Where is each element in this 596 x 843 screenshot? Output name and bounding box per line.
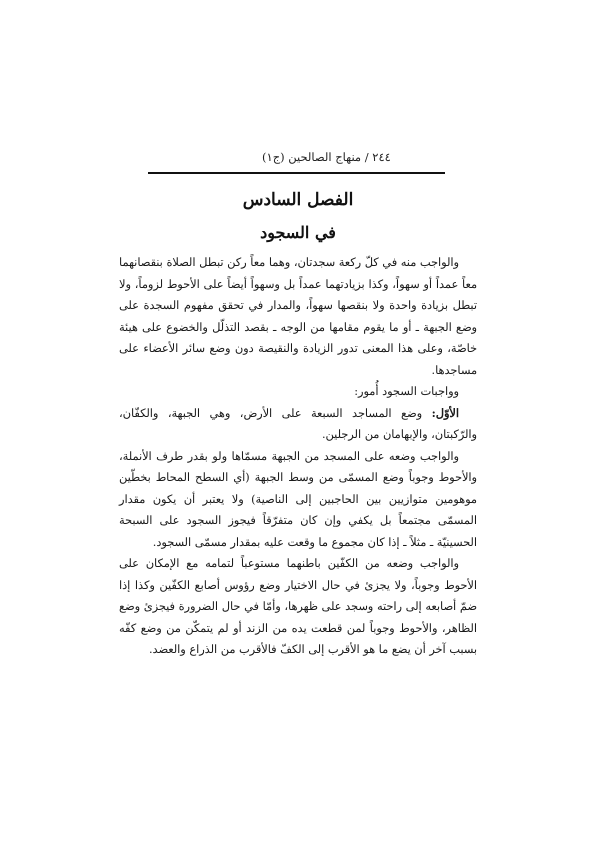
- section-title: في السجود: [260, 223, 336, 242]
- header-rule: [148, 172, 445, 174]
- paragraph-4: والواجب وضعه على المسجد من الجبهة مسمّاها ولو بقدر طرف الأنملة، والأحوط وجوباً وضع المسمّى من وسط الجبهة (أي السطح المحاط بخطّين موهومين متوازيين بين الحاجبين إلى الناصية) ولا يعتبر أن يكون مقدار المسمّى مجتمعاً بل يكفي وإن كان متفرّقاً فيجوز السجود على السبحة الحسينيّة ـ مثلاً ـ إذا كان مجموع ما وقعت عليه بمقدار مسمّى السجود.: [119, 449, 477, 549]
- paragraph-5: والواجب وضعه من الكفّين باطنهما مستوعباً لتمامه مع الإمكان على الأحوط وجوباً، ولا يجزئ في حال الاختيار وضع رؤوس أصابع الكفّين وكذا إذا ضمّ أصابعه إلى راحته وسجد على ظهرها، وأمّا في حال الضرورة فيجزئ وضع الظاهر، والأحوط وجوباً لمن قطعت يده من الزند أو لم يتمكّن من وضع كفّه بسبب آخر أن يضع ما هو الأقرب إلى الكفّ فالأقرب من الذراع والعضد.: [119, 557, 477, 656]
- paragraph-2: وواجبات السجود أُمور:: [354, 385, 459, 398]
- paragraph-3: [119, 403, 477, 446]
- paragraph-3-text: وضع المساجد السبعة على الأرض، وهي الجبهة، والكفّان، والرّكبتان، والإبهامان من الرجلين.: [119, 406, 477, 441]
- chapter-title: الفصل السادس: [242, 190, 354, 210]
- paragraph-1: والواجب منه في كلّ ركعة سجدتان، وهما معاً ركن تبطل الصلاة بنقصانهما معاً عمداً أو سهواً، وكذا بزيادتهما عمداً بل وسهواً أيضاً على الأحوط لزوماً، ولا تبطل بزيادة واحدة ولا بنقصها سهواً، والمدار في تحقق مفهوم السجدة على وضع الجبهة ـ أو ما يقوم مقامها من الوجه ـ بقصد التذلّل والخضوع على هيئة خاصّة، وعلى هذا المعنى تدور الزيادة والنقيصة دون وضع سائر الأعضاء على مساجدها.: [119, 256, 477, 377]
- body-text: [119, 252, 477, 661]
- paragraph-3-lead: الأوّل:: [431, 405, 459, 420]
- running-header: ٢٤٤ / منهاج الصالحين (ج١): [262, 150, 391, 164]
